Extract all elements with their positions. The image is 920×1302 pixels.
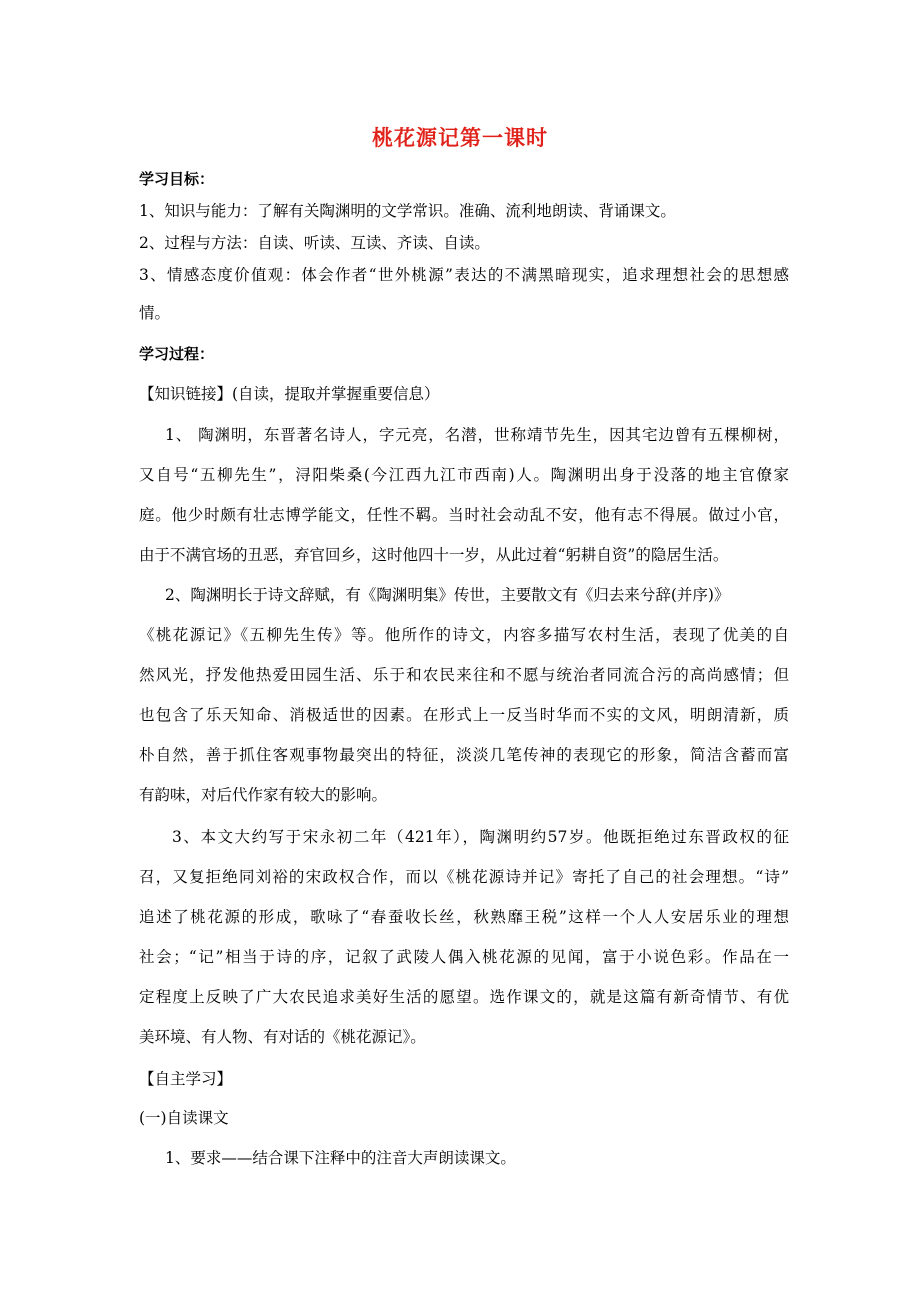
objective-item: 3、情感态度价值观：体会作者“世外桃源”表达的不满黑暗现实，追求理想社会的思想感 <box>139 266 789 284</box>
paragraph-line: 召，又复拒绝同刘裕的宋政权合作，而以《桃花源诗并记》寄托了自己的社会理想。“诗” <box>139 868 789 886</box>
self-study-heading: 【自主学习】 <box>139 1070 233 1088</box>
paragraph-line: 也包含了乐天知命、消极适世的因素。在形式上一反当时华而不实的文风，明朗清新，质 <box>139 706 789 724</box>
paragraph-line: 又自号“五柳先生”，浔阳柴桑(今江西九江市西南)人。陶渊明出身于没落的地主官僚家 <box>139 466 789 484</box>
objective-item: 2、过程与方法：自读、听读、互读、齐读、自读。 <box>139 234 490 252</box>
objective-item-continuation: 情。 <box>139 304 171 322</box>
paragraph-line: 然风光，抒发他热爱田园生活、乐于和农民来往和不愿与统治者同流合污的高尚感情；但 <box>139 666 789 684</box>
paragraph-line: 庭。他少时颇有壮志博学能文，任性不羁。当时社会动乱不安，他有志不得展。做过小官， <box>139 506 789 524</box>
paragraph-line: 《桃花源记》《五柳先生传》等。他所作的诗文，内容多描写农村生活，表现了优美的自 <box>139 626 789 644</box>
paragraph-line: 3、本文大约写于宋永初二年（421年），陶渊明约57岁。他既拒绝过东晋政权的征 <box>172 828 789 846</box>
paragraph-line: 1、 陶渊明，东晋著名诗人，字元亮，名潜，世称靖节先生，因其宅边曾有五棵柳树， <box>165 426 789 444</box>
paragraph-line: 由于不满官场的丑恶，弃官回乡，这时他四十一岁，从此过着“躬耕自资”的隐居生活。 <box>139 546 729 564</box>
paragraph-line: 2、陶渊明长于诗文辞赋，有《陶渊明集》传世，主要散文有《归去来兮辞(并序)》 <box>165 586 730 604</box>
paragraph-line: 朴自然，善于抓住客观事物最突出的特征，淡淡几笔传神的表现它的形象，简洁含蓄而富 <box>139 746 789 764</box>
paragraph-line: 社会；“记”相当于诗的序，记叙了武陵人偶入桃花源的见闻，富于小说色彩。作品在一 <box>139 948 789 966</box>
process-heading: 学习过程： <box>139 345 215 363</box>
paragraph-line: 有韵味，对后代作家有较大的影响。 <box>139 786 388 804</box>
knowledge-link-heading: 【知识链接】(自读，提取并掌握重要信息） <box>139 385 440 403</box>
paragraph-line: 美环境、有人物、有对话的《桃花源记》。 <box>139 1028 426 1046</box>
objective-item: 1、知识与能力：了解有关陶渊明的文学常识。准确、流利地朗读、背诵课文。 <box>139 202 676 220</box>
objectives-heading: 学习目标： <box>139 170 215 188</box>
page-title: 桃花源记第一课时 <box>372 126 548 150</box>
read-item: 1、要求——结合课下注释中的注音大声朗读课文。 <box>165 1149 516 1167</box>
paragraph-line: 追述了桃花源的形成，歌咏了“春蚕收长丝，秋熟靡王税”这样一个人人安居乐业的理想 <box>139 908 789 926</box>
read-section-heading: (一)自读课文 <box>139 1109 229 1127</box>
paragraph-line: 定程度上反映了广大农民追求美好生活的愿望。选作课文的，就是这篇有新奇情节、有优 <box>139 988 789 1006</box>
